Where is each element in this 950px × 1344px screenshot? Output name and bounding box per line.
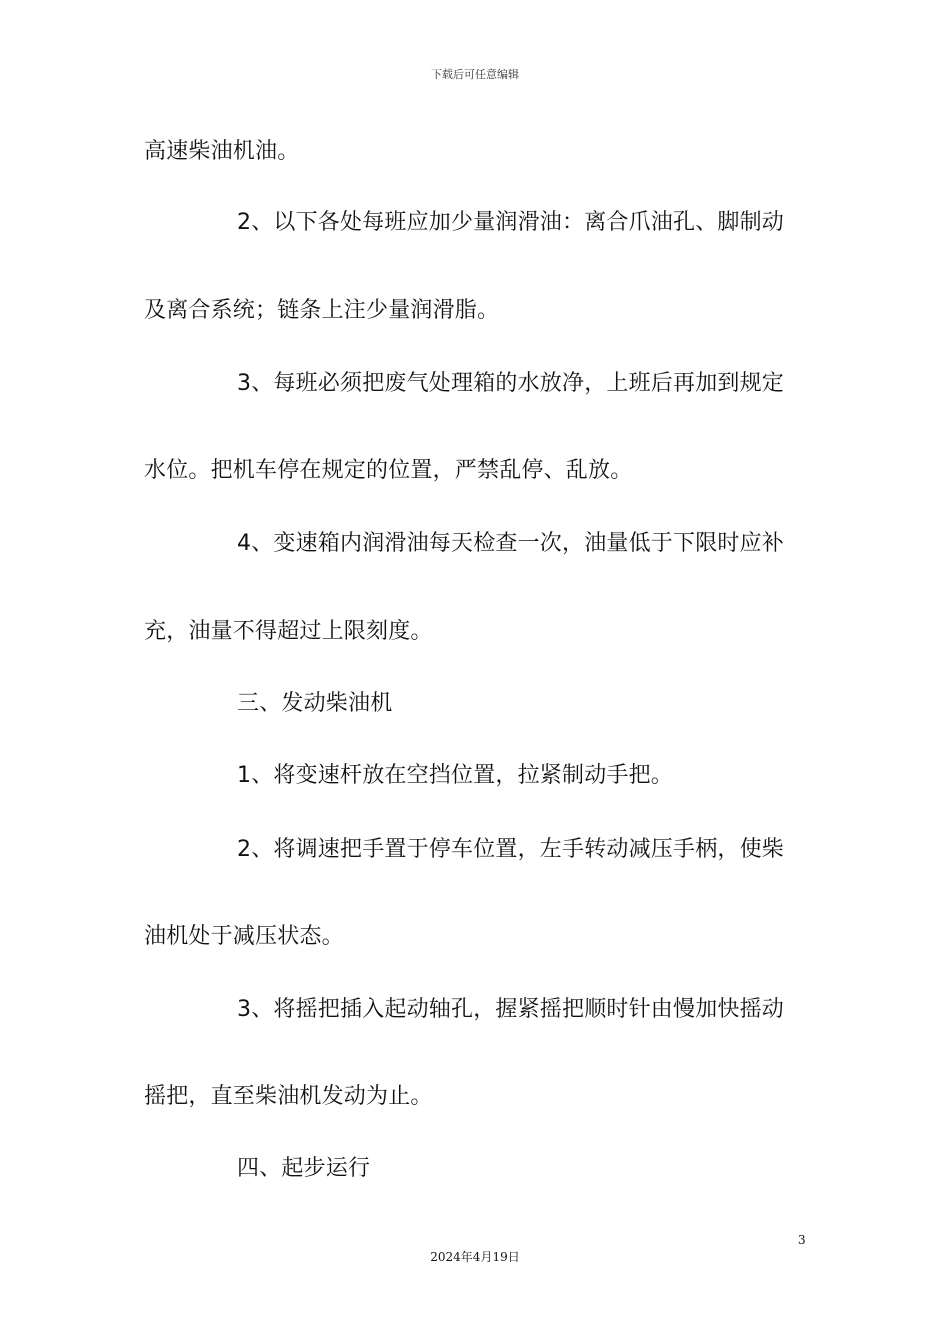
- section-heading-4: 四、起步运行: [237, 1156, 371, 1181]
- body-line-10: 2、将调速把手置于停车位置，左手转动减压手柄，使柴: [237, 837, 784, 862]
- body-line-9: 1、将变速杆放在空挡位置，拉紧制动手把。: [237, 763, 673, 788]
- body-line-11: 油机处于减压状态。: [144, 924, 344, 949]
- section-heading-3: 三、发动柴油机: [237, 691, 393, 716]
- footer-date: 2024年4月19日: [430, 1250, 520, 1264]
- body-line-7: 充，油量不得超过上限刻度。: [144, 619, 433, 644]
- body-line-5: 水位。把机车停在规定的位置，严禁乱停、乱放。: [144, 458, 633, 483]
- body-line-3: 及离合系统；链条上注少量润滑脂。: [144, 298, 500, 323]
- body-line-2: 2、以下各处每班应加少量润滑油：离合爪油孔、脚制动: [237, 210, 784, 235]
- body-line-6: 4、变速箱内润滑油每天检查一次，油量低于下限时应补: [237, 531, 784, 556]
- body-line-12: 3、将摇把插入起动轴孔，握紧摇把顺时针由慢加快摇动: [237, 997, 784, 1022]
- page-header: 下载后可任意编辑: [431, 68, 519, 81]
- body-line-4: 3、每班必须把废气处理箱的水放净，上班后再加到规定: [237, 371, 784, 396]
- body-line-13: 摇把，直至柴油机发动为止。: [144, 1084, 433, 1109]
- body-line-1: 高速柴油机油。: [144, 139, 300, 164]
- page-number: 3: [798, 1233, 806, 1247]
